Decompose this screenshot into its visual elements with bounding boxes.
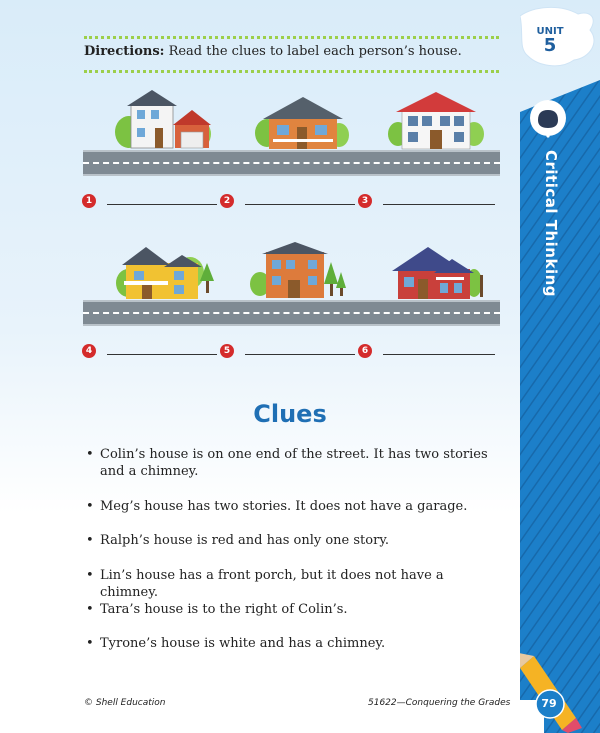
clue-text: Meg’s house has two stories. It does not have a garage. bbox=[100, 499, 468, 514]
unit-sidebar-banner bbox=[520, 0, 600, 733]
street-1 bbox=[83, 150, 500, 176]
footer-copyright: © Shell Education bbox=[84, 698, 166, 708]
bullet: • bbox=[86, 533, 94, 548]
directions bbox=[84, 44, 462, 59]
house-1-illustration bbox=[115, 88, 215, 152]
bullet: • bbox=[86, 568, 94, 583]
clue-item bbox=[86, 498, 496, 515]
answer-line-6[interactable] bbox=[383, 354, 495, 355]
clue-text: Lin’s house has a front porch, but it does not have a chimney. bbox=[100, 568, 444, 600]
page-number: 79 bbox=[541, 697, 557, 710]
house-2-illustration bbox=[255, 93, 351, 151]
bullet: • bbox=[86, 602, 94, 617]
clue-text: Colin’s house is on one end of the street. It has two stories and a chimney. bbox=[100, 447, 488, 479]
answer-line-5[interactable] bbox=[245, 354, 355, 355]
blank-number-4: 4 bbox=[82, 344, 96, 358]
unit-label: UNIT bbox=[536, 26, 564, 37]
directions-label: Directions: bbox=[84, 44, 165, 59]
unit-badge bbox=[528, 26, 572, 55]
blank-number-1: 1 bbox=[82, 194, 96, 208]
clue-item bbox=[86, 567, 496, 601]
clue-item bbox=[86, 601, 496, 618]
clue-item bbox=[86, 532, 496, 549]
clue-text: Ralph’s house is red and has only one story. bbox=[100, 533, 390, 548]
answer-line-3[interactable] bbox=[383, 204, 495, 205]
clue-item bbox=[86, 446, 496, 480]
blank-number-6: 6 bbox=[358, 344, 372, 358]
clue-item bbox=[86, 635, 496, 652]
directions-text: Read the clues to label each person’s house. bbox=[164, 44, 462, 59]
bullet: • bbox=[86, 499, 94, 514]
answer-line-2[interactable] bbox=[245, 204, 355, 205]
clue-text: Tyrone’s house is white and has a chimney. bbox=[100, 636, 386, 651]
street-2 bbox=[83, 300, 500, 326]
blank-number-2: 2 bbox=[220, 194, 234, 208]
footer-product: 51622—Conquering the Grades bbox=[368, 698, 511, 708]
section-title bbox=[540, 150, 562, 320]
bullet: • bbox=[86, 447, 94, 462]
section-title-text: Critical Thinking bbox=[542, 150, 560, 298]
unit-number: 5 bbox=[543, 35, 557, 56]
blank-number-5: 5 bbox=[220, 344, 234, 358]
house-5-illustration bbox=[250, 240, 350, 300]
blank-number-3: 3 bbox=[358, 194, 372, 208]
bullet: • bbox=[86, 636, 94, 651]
answer-line-4[interactable] bbox=[107, 354, 217, 355]
house-4-illustration bbox=[116, 243, 214, 301]
clue-text: Tara’s house is to the right of Colin’s. bbox=[100, 602, 348, 617]
answer-line-1[interactable] bbox=[107, 204, 217, 205]
directions-dotted-divider bbox=[84, 70, 499, 73]
clues-heading: Clues bbox=[253, 400, 327, 428]
house-3-illustration bbox=[388, 88, 484, 151]
top-dotted-divider bbox=[84, 36, 499, 39]
house-6-illustration bbox=[388, 245, 486, 300]
